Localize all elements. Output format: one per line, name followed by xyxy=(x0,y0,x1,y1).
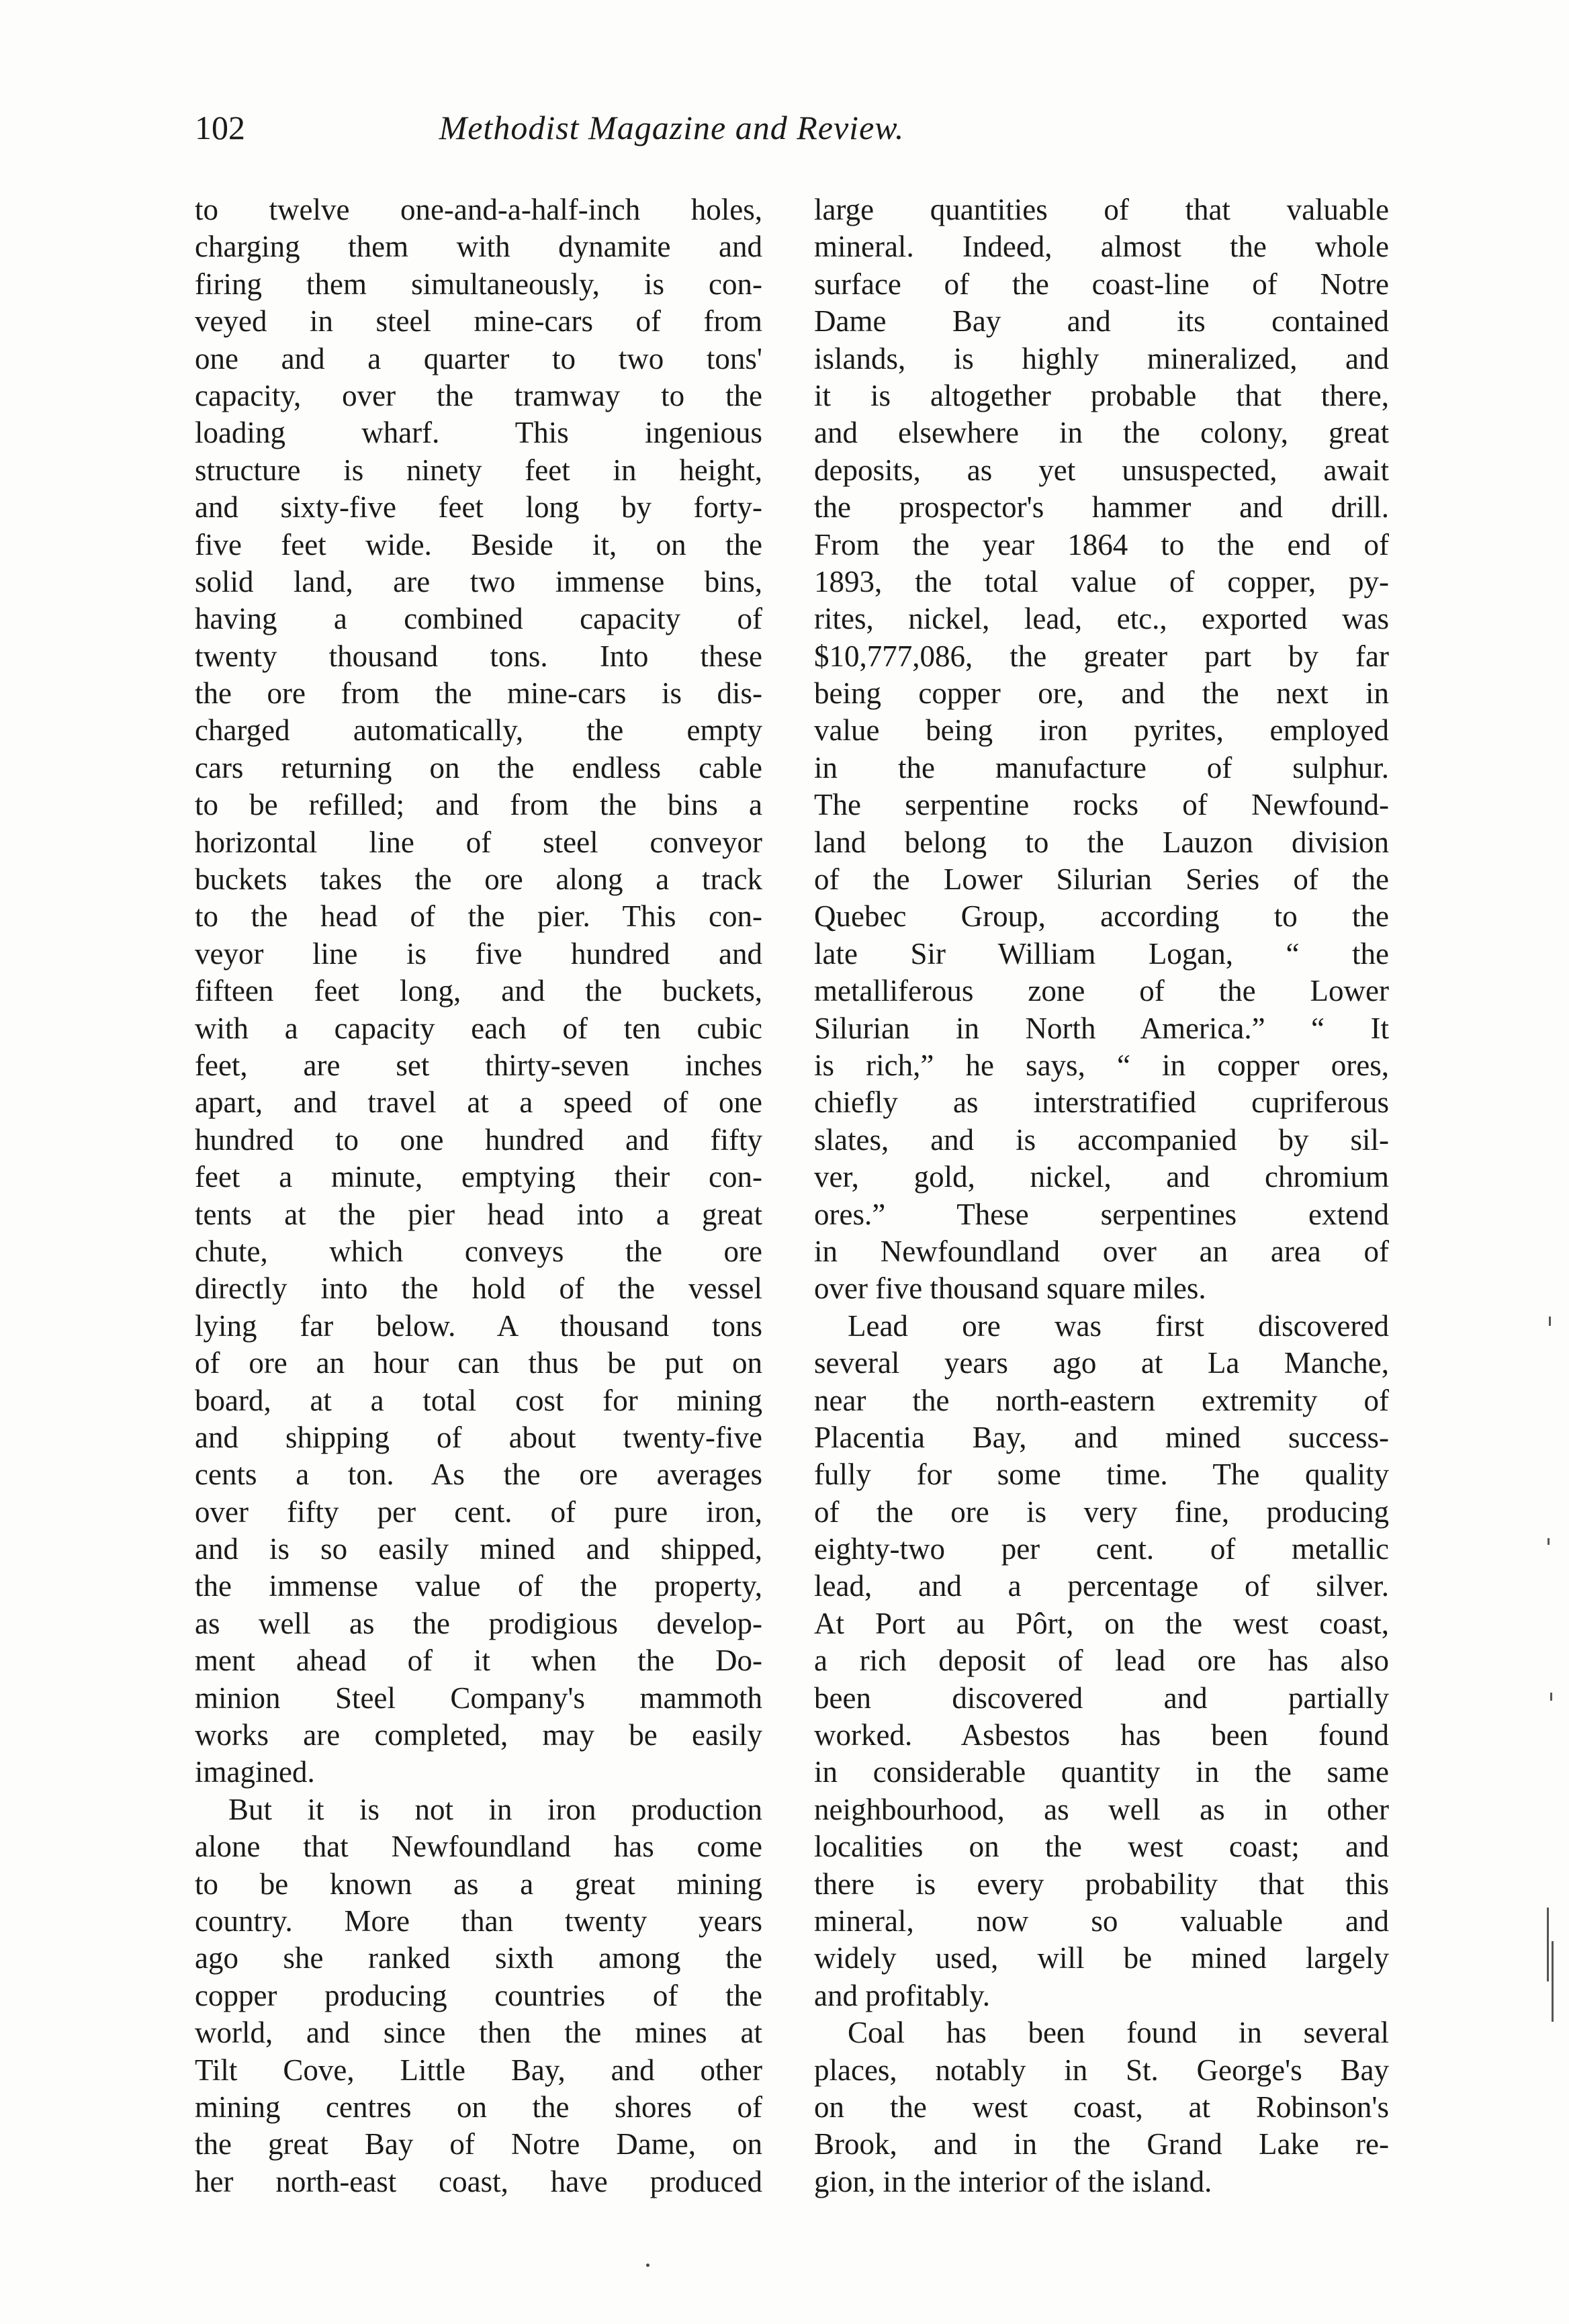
scan-margin-marks xyxy=(1545,1316,1558,2022)
text-line: islands, is highly mineralized, and xyxy=(814,341,1389,375)
paragraph-end-line: over five thousand square miles. xyxy=(814,1271,1206,1306)
right-text-column xyxy=(814,191,1389,2200)
text-line: a rich deposit of lead ore has also xyxy=(814,1644,1389,1678)
paragraph-end-line: imagined. xyxy=(195,1755,315,1789)
text-line: ago she ranked sixth among the xyxy=(195,1941,762,1975)
text-line: horizontal line of steel conveyor xyxy=(195,825,762,859)
paragraph-start-line: But it is not in iron production xyxy=(228,1792,762,1826)
text-line: From the year 1864 to the end of xyxy=(814,527,1389,562)
text-line: metalliferous zone of the Lower xyxy=(814,974,1389,1008)
scan-mark xyxy=(1549,1316,1551,1326)
text-line: lying far below. A thousand tons xyxy=(195,1308,762,1343)
text-line: the great Bay of Notre Dame, on xyxy=(195,2127,762,2161)
text-line: minion Steel Company's mammoth xyxy=(195,1681,762,1715)
text-line: cents a ton. As the ore averages xyxy=(195,1458,762,1492)
text-line: veyor line is five hundred and xyxy=(195,936,762,971)
paragraph-start-line: Lead ore was first discovered xyxy=(848,1308,1389,1343)
text-line: one and a quarter to two tons' xyxy=(195,341,762,375)
text-line: in Newfoundland over an area of xyxy=(814,1234,1389,1268)
text-line: solid land, are two immense bins, xyxy=(195,564,762,598)
text-line: being copper ore, and the next in xyxy=(814,676,1389,711)
running-head xyxy=(195,101,1095,154)
text-line: Quebec Group, according to the xyxy=(814,899,1389,934)
text-line: and elsewhere in the colony, great xyxy=(814,416,1389,450)
text-line: loading wharf. This ingenious xyxy=(195,416,762,450)
text-line: copper producing countries of the xyxy=(195,1978,762,2012)
text-line: directly into the hold of the vessel xyxy=(195,1271,762,1306)
text-line: mineral, now so valuable and xyxy=(814,1904,1389,1938)
text-line: been discovered and partially xyxy=(814,1681,1389,1715)
text-line: buckets takes the ore along a track xyxy=(195,862,762,897)
text-line: apart, and travel at a speed of one xyxy=(195,1085,762,1120)
text-line: there is every probability that this xyxy=(814,1867,1389,1901)
text-line: eighty-two per cent. of metallic xyxy=(814,1532,1389,1566)
text-line: widely used, will be mined largely xyxy=(814,1941,1389,1975)
scan-mark xyxy=(1548,1538,1550,1545)
text-line: in considerable quantity in the same xyxy=(814,1755,1389,1789)
text-line: large quantities of that valuable xyxy=(814,193,1389,226)
text-line: tents at the pier head into a great xyxy=(195,1197,762,1231)
text-line: lead, and a percentage of silver. xyxy=(814,1569,1389,1603)
text-line: with a capacity each of ten cubic xyxy=(195,1011,762,1045)
text-line: on the west coast, at Robinson's xyxy=(814,2090,1389,2124)
text-line: capacity, over the tramway to the xyxy=(195,378,762,412)
text-line: it is altogether probable that there, xyxy=(814,378,1389,412)
text-line: land belong to the Lauzon division xyxy=(814,825,1389,859)
text-line: having a combined capacity of xyxy=(195,602,762,636)
text-line: feet a minute, emptying their con- xyxy=(195,1160,762,1194)
text-line: chiefly as interstratified cupriferous xyxy=(814,1085,1389,1120)
text-line: to be known as a great mining xyxy=(195,1867,762,1901)
paragraph-end-line: and profitably. xyxy=(814,1978,991,2012)
text-line: 1893, the total value of copper, py- xyxy=(814,564,1389,598)
text-line: feet, are set thirty-seven inches xyxy=(195,1048,762,1082)
text-line: The serpentine rocks of Newfound- xyxy=(814,788,1389,822)
text-line: mining centres on the shores of xyxy=(195,2090,762,2124)
text-line: cars returning on the endless cable xyxy=(195,750,762,785)
scan-speck xyxy=(646,2264,649,2267)
text-line: slates, and is accompanied by sil- xyxy=(814,1122,1389,1157)
text-line: Placentia Bay, and mined success- xyxy=(814,1420,1389,1454)
text-line: twenty thousand tons. Into these xyxy=(195,639,762,673)
text-line: localities on the west coast; and xyxy=(814,1830,1389,1864)
left-text-column xyxy=(195,191,762,2200)
text-line: charged automatically, the empty xyxy=(195,713,762,748)
text-line: and sixty-five feet long by forty- xyxy=(195,490,762,525)
text-line: gion, in the interior of the island. xyxy=(814,2164,1212,2198)
text-line: ment ahead of it when the Do- xyxy=(195,1644,762,1678)
scan-mark xyxy=(1552,1941,1554,2022)
text-line: structure is ninety feet in height, xyxy=(195,453,762,487)
text-line: late Sir William Logan, “ the xyxy=(814,936,1389,971)
text-line: as well as the prodigious develop- xyxy=(195,1606,762,1640)
text-line: mineral. Indeed, almost the whole xyxy=(814,230,1389,264)
text-line: of ore an hour can thus be put on xyxy=(195,1346,762,1380)
text-line: over fifty per cent. of pure iron, xyxy=(195,1494,762,1529)
text-line: in the manufacture of sulphur. xyxy=(814,750,1389,785)
text-line: several years ago at La Manche, xyxy=(814,1346,1389,1380)
text-line: near the north-eastern extremity of xyxy=(814,1383,1389,1417)
text-line: of the ore is very fine, producing xyxy=(814,1494,1389,1529)
text-line: worked. Asbestos has been found xyxy=(814,1718,1389,1752)
text-line: Dame Bay and its contained xyxy=(814,304,1389,339)
text-line: charging them with dynamite and xyxy=(195,230,762,264)
text-line: rites, nickel, lead, etc., exported was xyxy=(814,602,1389,636)
text-line: At Port au Pôrt, on the west coast, xyxy=(814,1606,1389,1640)
text-line: Brook, and in the Grand Lake re- xyxy=(814,2127,1389,2161)
text-line: alone that Newfoundland has come xyxy=(195,1830,762,1864)
text-line: the immense value of the property, xyxy=(195,1569,762,1603)
text-line: fifteen feet long, and the buckets, xyxy=(195,974,762,1008)
text-line: Silurian in North America.” “ It xyxy=(814,1011,1389,1045)
text-line: to be refilled; and from the bins a xyxy=(195,788,762,822)
text-line: board, at a total cost for mining xyxy=(195,1383,762,1417)
text-line: the prospector's hammer and drill. xyxy=(814,490,1389,525)
text-line: veyed in steel mine-cars of from xyxy=(195,304,762,339)
text-line: neighbourhood, as well as in other xyxy=(814,1792,1389,1826)
text-line: five feet wide. Beside it, on the xyxy=(195,527,762,562)
text-line: value being iron pyrites, employed xyxy=(814,713,1389,748)
text-line: country. More than twenty years xyxy=(195,1904,762,1938)
text-line: places, notably in St. George's Bay xyxy=(814,2053,1389,2087)
text-line: the ore from the mine-cars is dis- xyxy=(195,676,762,711)
text-line: $10,777,086, the greater part by far xyxy=(814,639,1389,673)
text-line: chute, which conveys the ore xyxy=(195,1234,762,1268)
text-line: deposits, as yet unsuspected, await xyxy=(814,453,1389,487)
text-line: ores.” These serpentines extend xyxy=(814,1197,1389,1231)
journal-title: Methodist Magazine and Review. xyxy=(439,109,905,146)
text-line: is rich,” he says, “ in copper ores, xyxy=(814,1048,1389,1082)
scan-mark xyxy=(1550,1693,1552,1701)
text-line: surface of the coast-line of Notre xyxy=(814,267,1389,301)
text-line: and is so easily mined and shipped, xyxy=(195,1532,762,1566)
text-line: hundred to one hundred and fifty xyxy=(195,1122,762,1157)
page-number: 102 xyxy=(195,109,245,146)
text-line: to the head of the pier. This con- xyxy=(195,899,762,934)
text-line: her north-east coast, have produced xyxy=(195,2164,762,2198)
text-line: Tilt Cove, Little Bay, and other xyxy=(195,2053,762,2087)
scan-mark xyxy=(1547,1908,1549,1981)
paragraph-start-line: Coal has been found in several xyxy=(848,2016,1389,2050)
text-line: works are completed, may be easily xyxy=(195,1718,762,1752)
text-line: to twelve one-and-a-half-inch holes, xyxy=(195,193,762,226)
text-line: ver, gold, nickel, and chromium xyxy=(814,1160,1389,1194)
text-line: world, and since then the mines at xyxy=(195,2016,762,2050)
text-line: and shipping of about twenty-five xyxy=(195,1420,762,1454)
text-line: fully for some time. The quality xyxy=(814,1458,1389,1492)
text-line: firing them simultaneously, is con- xyxy=(195,267,762,301)
text-line: of the Lower Silurian Series of the xyxy=(814,862,1389,897)
